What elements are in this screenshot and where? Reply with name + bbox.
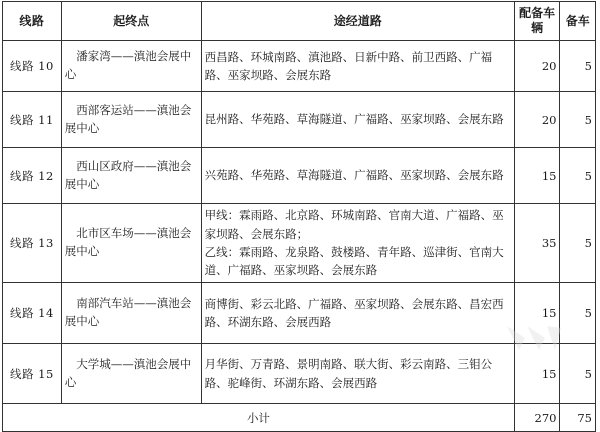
route-spare: 5 bbox=[560, 283, 596, 344]
watermark-shape-right bbox=[547, 326, 561, 350]
route-via-roads bbox=[201, 204, 514, 283]
route-spare: 5 bbox=[560, 41, 596, 92]
route-number: 线路 13 bbox=[3, 204, 62, 283]
route-number: 线路 10 bbox=[3, 41, 62, 92]
header-via: 途经道路 bbox=[201, 2, 514, 41]
header-vehicles: 配备车辆 bbox=[514, 2, 560, 41]
route-number: 线路 14 bbox=[3, 283, 62, 344]
subtotal-vehicles: 270 bbox=[514, 404, 560, 432]
via-text: 兴苑路、华苑路、草海隧道、广福路、巫家坝路、会展东路 bbox=[204, 168, 504, 183]
route-endpoints: 潘家湾——滇池会展中心 bbox=[61, 41, 201, 92]
route-number: 线路 12 bbox=[3, 148, 62, 204]
header-line: 线路 bbox=[3, 2, 62, 41]
route-vehicles: 15 bbox=[514, 148, 560, 204]
table-row bbox=[3, 92, 596, 148]
subtotal-row bbox=[3, 404, 596, 432]
route-via-roads bbox=[201, 283, 514, 344]
route-table bbox=[2, 1, 596, 432]
route-via-roads bbox=[201, 344, 514, 404]
route-spare: 5 bbox=[560, 148, 596, 204]
route-vehicles: 20 bbox=[514, 92, 560, 148]
via-branch-b: 乙线：霖雨路、龙泉路、鼓楼路、青年路、巡津街、官南大道、广福路、巫家坝路、会展东路 bbox=[204, 245, 504, 278]
route-via-roads bbox=[201, 92, 514, 148]
route-number: 线路 11 bbox=[3, 92, 62, 148]
route-vehicles: 20 bbox=[514, 41, 560, 92]
via-text: 西昌路、环城南路、滇池路、日新中路、前卫西路、广福路、巫家坝路、会展东路 bbox=[204, 49, 493, 82]
table-row bbox=[3, 148, 596, 204]
header-spare: 备车 bbox=[560, 2, 596, 41]
route-endpoints: 南部汽车站——滇池会展中心 bbox=[61, 283, 201, 344]
route-spare: 5 bbox=[560, 92, 596, 148]
route-endpoints: 西山区政府——滇池会展中心 bbox=[61, 148, 201, 204]
route-number: 线路 15 bbox=[3, 344, 62, 404]
route-vehicles: 35 bbox=[514, 204, 560, 283]
subtotal-spare: 75 bbox=[560, 404, 596, 432]
route-vehicles: 15 bbox=[514, 344, 560, 404]
route-endpoints: 大学城——滇池会展中心 bbox=[61, 344, 201, 404]
watermark-logo bbox=[503, 320, 563, 356]
via-text: 昆州路、华苑路、草海隧道、广福路、巫家坝路、会展东路 bbox=[204, 112, 504, 127]
table-header-row bbox=[3, 2, 596, 41]
route-spare: 5 bbox=[560, 344, 596, 404]
table-row bbox=[3, 204, 596, 283]
watermark-shape-mid bbox=[527, 326, 545, 350]
route-via-roads bbox=[201, 148, 514, 204]
via-branch-a: 甲线：霖雨路、北京路、环城南路、官南大道、广福路、巫家坝路、会展东路； bbox=[204, 208, 504, 241]
route-via-roads bbox=[201, 41, 514, 92]
route-spare: 5 bbox=[560, 204, 596, 283]
watermark-shape-left bbox=[507, 326, 525, 350]
header-ends: 起终点 bbox=[61, 2, 201, 41]
via-text: 月华街、万青路、景明南路、联大街、彩云南路、三钼公路、驼峰街、环湖东路、会展西路 bbox=[204, 357, 493, 390]
route-endpoints: 北市区车场——滇池会展中心 bbox=[61, 204, 201, 283]
route-endpoints: 西部客运站——滇池会展中心 bbox=[61, 92, 201, 148]
route-vehicles: 15 bbox=[514, 283, 560, 344]
subtotal-label: 小计 bbox=[3, 404, 515, 432]
table-row bbox=[3, 41, 596, 92]
via-text: 商博街、彩云北路、广福路、巫家坝路、会展东路、昌宏西路、环湖东路、会展西路 bbox=[204, 296, 504, 329]
